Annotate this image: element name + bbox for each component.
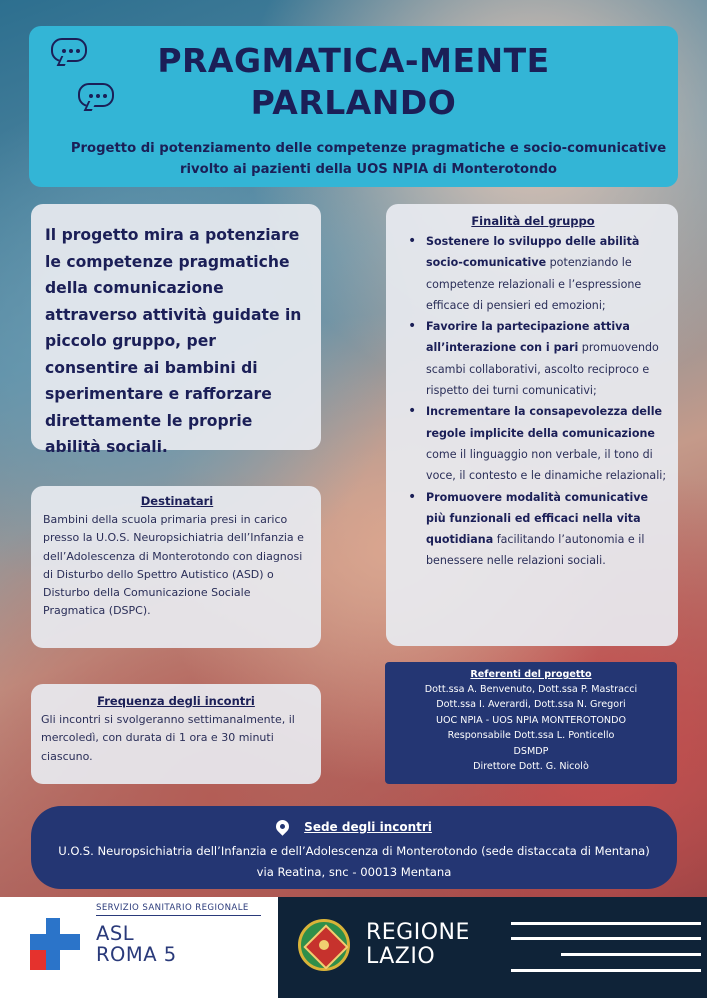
location-pin-icon	[273, 817, 291, 835]
decorative-stripe	[561, 953, 701, 956]
finalita-item-bold: Favorire la partecipazione attiva all’interazione con i pari	[426, 320, 630, 355]
referenti-title: Referenti del progetto	[470, 669, 592, 680]
finalita-item-text: potenziando le competenze relazionali e l’espressione efficace di pensieri ed emozioni;	[426, 256, 642, 312]
finalita-item-text: come il linguaggio non verbale, il tono di voce, il contesto e le dinamiche relazionali;	[426, 447, 667, 483]
destinatari-title: Destinatari	[140, 494, 214, 508]
regione-logo-text	[366, 921, 470, 969]
ssr-label: SERVIZIO SANITARIO REGIONALE	[96, 903, 249, 913]
referenti-line: Dott.ssa I. Averardi, Dott.ssa N. Gregori	[436, 699, 626, 711]
regione-label: REGIONE	[366, 920, 470, 945]
asl-label: ASL	[96, 922, 135, 945]
sede-address-line2: via Reatina, snc - 00013 Mentana	[256, 865, 452, 879]
asl-logo-area	[0, 897, 278, 998]
regione-logo-area	[278, 897, 707, 998]
intro-text: Il progetto mira a potenziare le competenze pragmatiche della comunicazione attraverso attività guidate in piccolo gruppo, per consentire ai bambini di sperimentare e rafforzare direttamente le proprie abilità sociali.	[45, 226, 302, 456]
finalita-item-bold: Incrementare la consapevolezza delle regole implicite della comunicazione	[426, 405, 663, 440]
frequenza-card	[31, 684, 321, 784]
finalita-item-bold: Promuovere modalità comunicative più funzionali ed efficaci nella vita quotidiana	[426, 490, 649, 547]
asl-cross-icon	[30, 934, 80, 950]
sede-address-line1: U.O.S. Neuropsichiatria dell’Infanzia e dell’Adolescenza di Monterotondo (sede distaccata di Mentana)	[58, 844, 650, 858]
page-title-line1: PRAGMATICA-MENTE	[157, 41, 550, 80]
finalita-title: Finalità del gruppo	[471, 214, 595, 228]
header-banner	[29, 26, 678, 187]
finalita-item-bold: Sostenere lo sviluppo delle abilità socio-comunicative	[426, 235, 640, 270]
decorative-stripe	[511, 969, 701, 972]
referenti-line: Direttore Dott. G. Nicolò	[473, 761, 589, 773]
divider	[96, 915, 261, 916]
finalita-item	[396, 401, 670, 486]
destinatari-text: Bambini della scuola primaria presi in carico presso la U.O.S. Neuropsichiatria dell’Infanzia e dell’Adolescenza di Monterotondo con diagnosi di Disturbo dello Spettro Autistico (ASD) o Disturbo della Comunicazione Sociale Pragmatica (DSPC).	[43, 513, 304, 618]
referenti-line: UOC NPIA - UOS NPIA MONTEROTONDO	[435, 714, 627, 726]
referenti-line: Dott.ssa A. Benvenuto, Dott.ssa P. Mastracci	[424, 684, 638, 695]
page-title-line2: PARLANDO	[250, 83, 457, 122]
asl-cross-icon	[30, 950, 46, 970]
finalita-item	[396, 316, 670, 401]
sede-title: Sede degli incontri	[304, 819, 432, 834]
referenti-box	[385, 662, 677, 784]
referenti-line: Responsabile Dott.ssa L. Ponticello	[447, 730, 615, 742]
finalita-list	[396, 231, 670, 572]
referenti-line: DSMDP	[513, 745, 549, 757]
finalita-item-text: facilitando l’autonomia e il benessere nelle relazioni sociali.	[426, 533, 645, 568]
frequenza-text: Gli incontri si svolgeranno settimanalmente, il mercoledì, con durata di 1 ora e 30 minuti ciascuno.	[41, 713, 295, 763]
sede-box	[31, 806, 677, 889]
frequenza-title: Frequenza degli incontri	[97, 694, 255, 708]
decorative-stripe	[511, 937, 701, 940]
asl-logo-text	[96, 923, 177, 965]
regione-emblem-icon	[298, 919, 350, 971]
finalita-item	[396, 487, 670, 572]
intro-card	[31, 204, 321, 456]
decorative-stripe	[511, 922, 701, 925]
page-subtitle: Progetto di potenziamento delle competenze pragmatiche e socio-comunicative rivolto ai pazienti della UOS NPIA di Monterotondo	[70, 141, 667, 177]
destinatari-card	[31, 486, 321, 648]
lazio-label: LAZIO	[366, 944, 436, 969]
finalita-item	[396, 231, 670, 316]
asl-roma-label: ROMA 5	[96, 943, 177, 966]
finalita-item-text: promuovendo scambi collaborativi, ascolto reciproco e rispetto dei turni comunicativi;	[426, 341, 659, 398]
finalita-card	[386, 204, 678, 646]
